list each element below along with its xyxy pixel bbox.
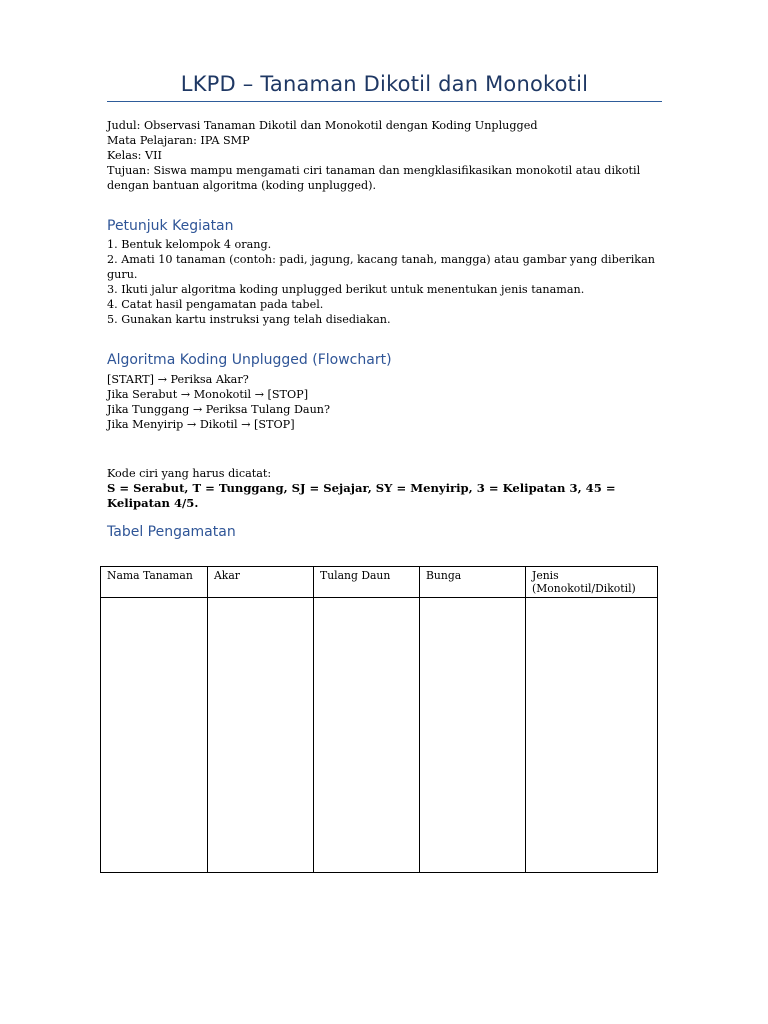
tabel-heading: Tabel Pengamatan (107, 524, 236, 540)
kode-intro: Kode ciri yang harus dicatat: (107, 467, 272, 480)
column-header-akar: Akar (208, 567, 314, 598)
table-cell-nama-tanaman[interactable] (101, 598, 208, 873)
table-cell-jenis[interactable] (526, 598, 658, 873)
column-header-tulang-daun: Tulang Daun (314, 567, 420, 598)
petunjuk-item: 3. Ikuti jalur algoritma koding unplugged berikut untuk menentukan jenis tanaman. (107, 283, 585, 296)
column-header-bunga: Bunga (420, 567, 526, 598)
info-mapel: Mata Pelajaran: IPA SMP (107, 134, 250, 147)
algoritma-step: Jika Menyirip → Dikotil → [STOP] (107, 418, 295, 431)
table-row (101, 598, 658, 873)
table-header-row (101, 567, 658, 598)
info-block (107, 118, 667, 193)
petunjuk-item: 1. Bentuk kelompok 4 orang. (107, 238, 272, 251)
algoritma-step: Jika Tunggang → Periksa Tulang Daun? (107, 403, 330, 416)
algoritma-step: [START] → Periksa Akar? (107, 373, 249, 386)
kode-block (107, 466, 667, 511)
algoritma-step: Jika Serabut → Monokotil → [STOP] (107, 388, 309, 401)
column-header-nama-tanaman: Nama Tanaman (101, 567, 208, 598)
kode-values: S = Serabut, T = Tunggang, SJ = Sejajar, SY = Menyirip, 3 = Kelipatan 3, 45 = Kelipatan 4/5. (107, 481, 616, 510)
algoritma-steps (107, 372, 667, 432)
petunjuk-heading: Petunjuk Kegiatan (107, 218, 234, 234)
info-kelas: Kelas: VII (107, 149, 162, 162)
table-cell-akar[interactable] (208, 598, 314, 873)
observation-table (100, 566, 658, 873)
petunjuk-item: 2. Amati 10 tanaman (contoh: padi, jagung, kacang tanah, mangga) atau gambar yang diberikan guru. (107, 253, 655, 281)
info-judul: Judul: Observasi Tanaman Dikotil dan Monokotil dengan Koding Unplugged (107, 119, 538, 132)
page-title: LKPD – Tanaman Dikotil dan Monokotil (180, 72, 589, 96)
title-underline (107, 101, 662, 102)
petunjuk-list (107, 237, 667, 327)
petunjuk-item: 4. Catat hasil pengamatan pada tabel. (107, 298, 324, 311)
info-tujuan: Tujuan: Siswa mampu mengamati ciri tanaman dan mengklasifikasikan monokotil atau dikotil dengan bantuan algoritma (koding unplugged). (107, 164, 641, 192)
petunjuk-item: 5. Gunakan kartu instruksi yang telah disediakan. (107, 313, 391, 326)
column-header-jenis: Jenis (Monokotil/Dikotil) (526, 567, 658, 598)
table-cell-tulang-daun[interactable] (314, 598, 420, 873)
algoritma-heading: Algoritma Koding Unplugged (Flowchart) (107, 352, 392, 368)
table-cell-bunga[interactable] (420, 598, 526, 873)
